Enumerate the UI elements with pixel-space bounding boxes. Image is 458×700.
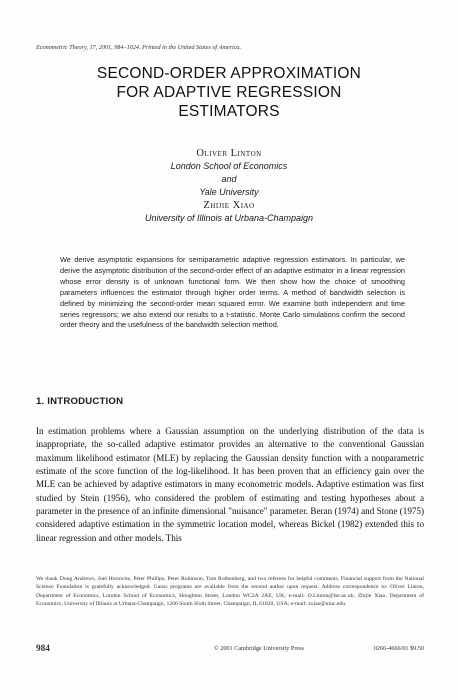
acknowledgement-footnote: We thank Doug Andrews, Joel Horowitz, Peter Phillips, Peter Robinson, Tom Rothenberg, and two referees for helpful comments. Financial support from the National Science Foundation is gratefully acknowledged. Gauss programs are available from the second author upon request. Address correspondence to: Oliver Linton, Department of Economics, London School of Economics, Houghton Street, London WC2A 2AE, UK; e-mail: O.Linton@lse.ac.uk; Zhijie Xiao, Department of Economics, University of Illinois at Urbana-Champaign, 1206 South Sixth Street, Champaign, IL 61820, USA; e-mail: zxiao@uiuc.edu. <box>36 576 424 607</box>
author-affiliation: London School of Economics <box>170 161 288 171</box>
author-name: Oliver Linton <box>196 148 262 159</box>
author-affiliation-conjunction: and <box>221 174 237 184</box>
page-number: 984 <box>36 643 50 653</box>
title-line: FOR ADAPTIVE REGRESSION <box>116 84 342 101</box>
title-line: ESTIMATORS <box>178 103 280 120</box>
abstract: We derive asymptotic expansions for semiparametric adaptive regression estimators. In particular, we derive the asymptotic distribution of the second-order effect of an adaptive estimator in a linear regression whose error density is of unknown functional form. We then show how the choice of smoothing parameters influences the estimator through higher order terms. A method of bandwidth selection is defined by minimizing the second-order mean squared error. We examine both independent and time series regressors; we also extend our results to a t-statistic. Monte Carlo simulations confirm the second order theory and the usefulness of the bandwidth selection method. <box>60 255 405 330</box>
page-footer <box>36 643 424 653</box>
journal-citation-line: Econometric Theory, 17, 2001, 984–1024. Printed in the United States of America. <box>36 44 242 51</box>
author-affiliation: University of Illinois at Urbana-Champaign <box>144 213 314 223</box>
author-block <box>0 147 458 225</box>
author-name: Zhijie Xiao <box>203 200 255 211</box>
section-body-text: In estimation problems where a Gaussian assumption on the underlying distribution of the data is inappropriate, the so-called adaptive estimator provides an alternative to the conventional Gaussian maximum likelihood estimator (MLE) by replacing the Gaussian density function with a nonparametric estimate of the score function of the log-likelihood. It has been proven that an efficiency gain over the MLE can be achieved by adaptive estimators in many econometric models. Adaptive estimation was first studied by Stein (1956), who considered the problem of estimating and testing hypotheses about a parameter in the presence of an infinite dimensional "nuisance" parameter. Beran (1974) and Stone (1975) considered adaptive estimation in the symmetric location model, whereas Bickel (1982) extended this to linear regression and other models. This <box>36 426 424 543</box>
copyright-notice: © 2001 Cambridge University Press <box>214 645 304 652</box>
issn-price: 0266-4666/01 $9.50 <box>373 645 424 652</box>
title-line: SECOND-ORDER APPROXIMATION <box>96 65 362 82</box>
section-heading: 1. INTRODUCTION <box>36 396 124 407</box>
author-affiliation: Yale University <box>199 187 259 197</box>
paper-title <box>0 64 458 121</box>
